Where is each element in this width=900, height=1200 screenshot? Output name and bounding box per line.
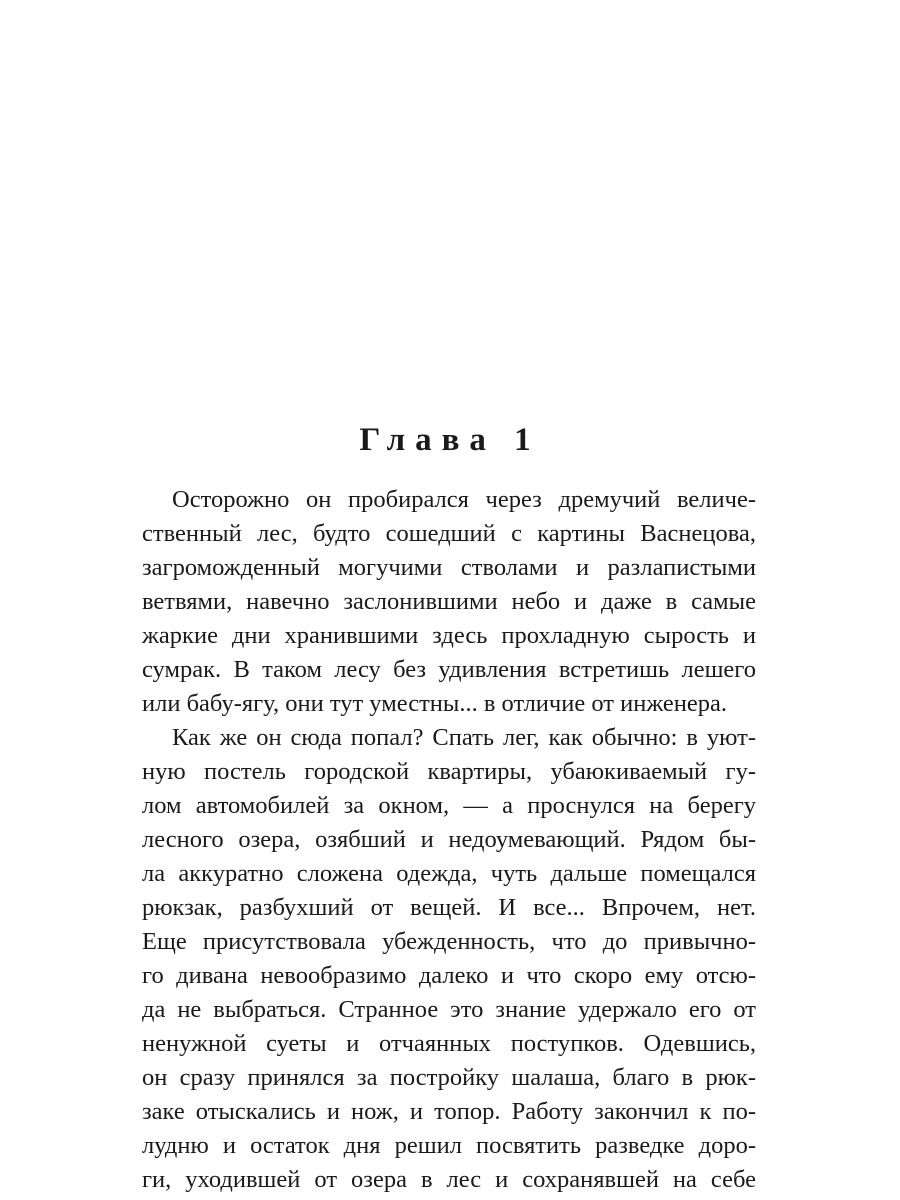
text-line: Как же он сюда попал? Спать лег, как обычно: в уют-	[172, 724, 756, 751]
text-line: заке отыскались и нож, и топор. Работу закончил к по-	[142, 1098, 756, 1125]
text-line: загроможденный могучими стволами и разлапистыми	[142, 554, 756, 581]
text-line: он сразу принялся за постройку шалаша, благо в рюк-	[142, 1064, 756, 1091]
text-line: жаркие дни хранившими здесь прохладную сырость и	[142, 622, 756, 649]
text-line: лесного озера, озябший и недоумевающий. Рядом бы-	[142, 826, 756, 853]
text-line: Осторожно он пробирался через дремучий величе-	[172, 486, 756, 513]
text-line: лудню и остаток дня решил посвятить разведке доро-	[142, 1132, 756, 1159]
text-line: ги, уходившей от озера в лес и сохранявшей на себе	[142, 1166, 756, 1193]
text-line: рюкзак, разбухший от вещей. И все... Впрочем, нет.	[142, 894, 756, 921]
text-line: го дивана невообразимо далеко и что скоро ему отсю-	[142, 962, 756, 989]
body-text	[142, 483, 756, 1197]
text-line: лом автомобилей за окном, — а проснулся на берегу	[142, 792, 756, 819]
text-line: сумрак. В таком лесу без удивления встретишь лешего	[142, 656, 756, 683]
text-line: да не выбраться. Странное это знание удержало его от	[142, 996, 756, 1023]
text-line: ветвями, навечно заслонившими небо и даже в самые	[142, 588, 756, 615]
text-line: ненужной суеты и отчаянных поступков. Одевшись,	[142, 1030, 756, 1057]
text-line: или бабу-ягу, они тут уместны... в отличие от инженера.	[142, 690, 728, 717]
text-line: ную постель городской квартиры, убаюкиваемый гу-	[142, 758, 756, 785]
text-line: ственный лес, будто сошедший с картины Васнецова,	[142, 520, 756, 547]
text-line: ла аккуратно сложена одежда, чуть дальше помещался	[142, 860, 756, 887]
chapter-title: Глава 1	[359, 422, 541, 458]
text-line: Еще присутствовала убежденность, что до привычно-	[142, 928, 756, 955]
